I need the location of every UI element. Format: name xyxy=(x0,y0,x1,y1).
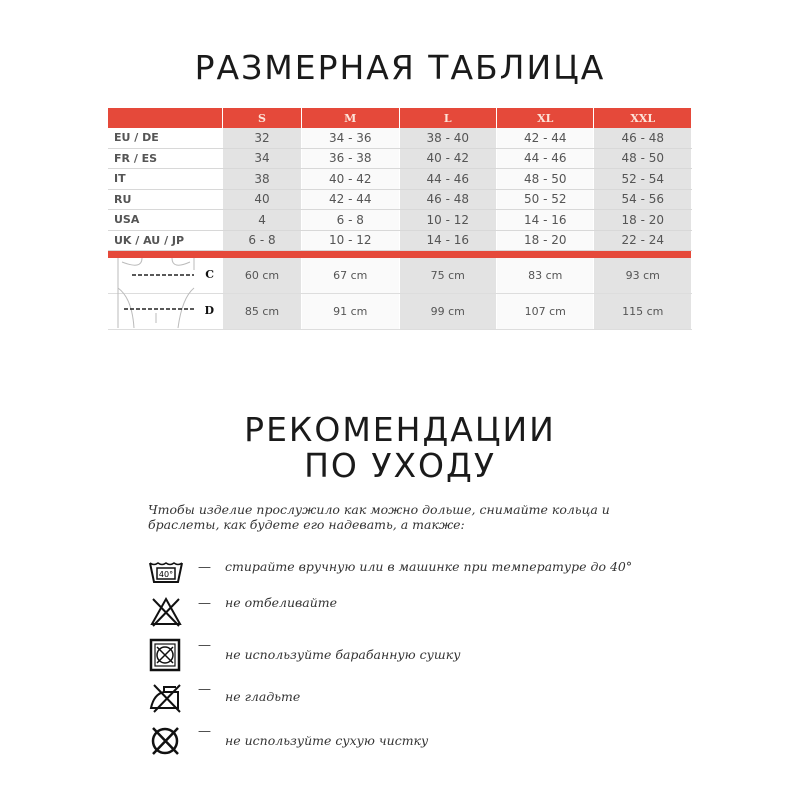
size-row xyxy=(108,189,692,210)
measurement-cell: 75 cm xyxy=(399,258,496,294)
care-item-iron xyxy=(148,682,668,714)
size-cell: 6 - 8 xyxy=(223,230,302,251)
measurement-row xyxy=(108,294,692,330)
region-label: RU xyxy=(108,189,223,210)
region-label: IT xyxy=(108,169,223,190)
dash: — xyxy=(198,560,211,575)
care-item-wash xyxy=(148,560,668,586)
wash-temp: 40° xyxy=(158,570,174,579)
dash: — xyxy=(198,724,211,739)
size-cell: 10 - 12 xyxy=(302,230,399,251)
size-cell: 42 - 44 xyxy=(302,189,399,210)
size-m: M xyxy=(302,108,399,128)
size-xl: XL xyxy=(497,108,594,128)
care-text: не используйте сухую чистку xyxy=(225,733,429,748)
size-cell: 48 - 50 xyxy=(497,169,594,190)
size-cell: 38 xyxy=(223,169,302,190)
size-cell: 22 - 24 xyxy=(594,230,692,251)
region-label: UK / AU / JP xyxy=(108,230,223,251)
measurement-label-cell xyxy=(108,258,223,294)
dash: — xyxy=(198,596,211,611)
size-cell: 38 - 40 xyxy=(399,128,496,148)
size-row xyxy=(108,148,692,169)
wash-40-icon xyxy=(148,560,184,586)
no-iron-icon xyxy=(148,682,184,714)
size-header-row xyxy=(108,108,692,128)
measurement-letter: C xyxy=(205,268,214,281)
header-empty xyxy=(108,108,223,128)
measurement-label-cell xyxy=(108,294,223,330)
measurement-cell: 107 cm xyxy=(497,294,594,330)
size-xxl: XXL xyxy=(594,108,692,128)
care-item-bleach xyxy=(148,596,668,628)
no-tumble-dry-icon xyxy=(148,638,184,672)
size-cell: 48 - 50 xyxy=(594,148,692,169)
size-cell: 14 - 16 xyxy=(399,230,496,251)
size-cell: 52 - 54 xyxy=(594,169,692,190)
care-text: не гладьте xyxy=(225,689,301,704)
care-text: не отбеливайте xyxy=(225,595,338,610)
size-cell: 42 - 44 xyxy=(497,128,594,148)
size-row xyxy=(108,169,692,190)
measurement-cell: 91 cm xyxy=(302,294,399,330)
size-cell: 32 xyxy=(223,128,302,148)
care-text: не используйте барабанную сушку xyxy=(225,647,461,662)
measurement-row xyxy=(108,258,692,294)
region-label: EU / DE xyxy=(108,128,223,148)
size-cell: 40 - 42 xyxy=(302,169,399,190)
no-bleach-icon xyxy=(148,596,184,628)
size-row xyxy=(108,230,692,251)
size-l: L xyxy=(399,108,496,128)
care-text: стирайте вручную или в машинке при температуре до 40° xyxy=(225,559,633,574)
care-title xyxy=(0,412,800,484)
measurement-cell: 115 cm xyxy=(594,294,692,330)
size-cell: 4 xyxy=(223,210,302,231)
divider xyxy=(108,251,692,259)
size-cell: 34 xyxy=(223,148,302,169)
size-row xyxy=(108,210,692,231)
size-cell: 18 - 20 xyxy=(497,230,594,251)
dash: — xyxy=(198,682,211,697)
size-cell: 40 xyxy=(223,189,302,210)
care-item-dryclean xyxy=(148,724,668,758)
size-cell: 46 - 48 xyxy=(594,128,692,148)
size-table-title: РАЗМЕРНАЯ ТАБЛИЦА xyxy=(194,48,606,87)
size-s: S xyxy=(223,108,302,128)
divider-band xyxy=(108,251,692,259)
size-cell: 46 - 48 xyxy=(399,189,496,210)
size-row xyxy=(108,128,692,148)
measurement-cell: 67 cm xyxy=(302,258,399,294)
region-label: USA xyxy=(108,210,223,231)
measurement-cell: 99 cm xyxy=(399,294,496,330)
size-cell: 18 - 20 xyxy=(594,210,692,231)
size-cell: 14 - 16 xyxy=(497,210,594,231)
measurement-letter: D xyxy=(204,304,214,317)
care-title-line2: ПО УХОДУ xyxy=(304,446,496,485)
size-cell: 44 - 46 xyxy=(399,169,496,190)
measurement-cell: 60 cm xyxy=(223,258,302,294)
measurement-cell: 85 cm xyxy=(223,294,302,330)
size-cell: 34 - 36 xyxy=(302,128,399,148)
size-cell: 54 - 56 xyxy=(594,189,692,210)
size-cell: 40 - 42 xyxy=(399,148,496,169)
size-table xyxy=(108,108,692,330)
dash: — xyxy=(198,638,211,653)
no-dry-clean-icon xyxy=(148,724,184,758)
care-item-tumble xyxy=(148,638,668,672)
care-title-line1: РЕКОМЕНДАЦИИ xyxy=(244,410,556,449)
size-cell: 10 - 12 xyxy=(399,210,496,231)
measurement-cell: 83 cm xyxy=(497,258,594,294)
size-cell: 50 - 52 xyxy=(497,189,594,210)
care-intro: Чтобы изделие прослужило как можно дольше, снимайте кольца и браслеты, как будете его надевать, а также: xyxy=(148,502,610,532)
size-cell: 36 - 38 xyxy=(302,148,399,169)
measurement-cell: 93 cm xyxy=(594,258,692,294)
region-label: FR / ES xyxy=(108,148,223,169)
size-cell: 6 - 8 xyxy=(302,210,399,231)
size-cell: 44 - 46 xyxy=(497,148,594,169)
